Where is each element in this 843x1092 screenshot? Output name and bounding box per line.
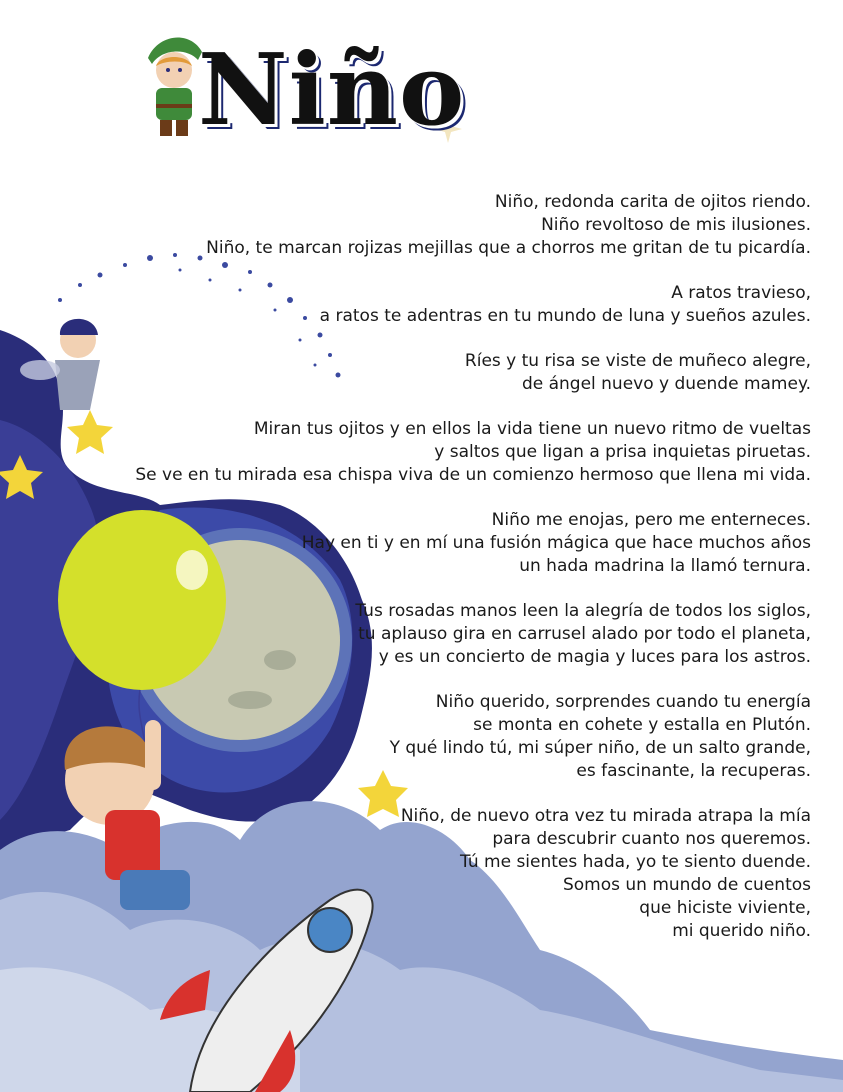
poem-line: Niño querido, sorprendes cuando tu energía [435,692,811,712]
poem-line: un hada madrina la llamó ternura. [519,556,811,576]
poem-line: de ángel nuevo y duende mamey. [521,374,811,394]
poem-stanza [111,509,811,578]
poem-line: Niño revoltoso de mis ilusiones. [541,215,811,235]
poem-line: a ratos te adentras en tu mundo de luna y sueños azules. [319,306,811,326]
poem-line: mi querido niño. [672,921,811,941]
poem-stanza [111,282,811,328]
poem-line: y es un concierto de magia y luces para los astros. [378,647,811,667]
poem-line: es fascinante, la recuperas. [576,761,811,781]
poem-line: se monta en cohete y estalla en Plutón. [473,715,811,735]
poem-stanza [111,691,811,783]
poem-line: Y qué lindo tú, mi súper niño, de un salto grande, [389,738,811,758]
poem-line: Hay en ti y en mí una fusión mágica que hace muchos años [301,533,811,553]
poem-stanza [111,600,811,669]
poem-stanza [111,191,811,260]
poem-line: Niño me enojas, pero me enterneces. [491,510,811,530]
poem-stanza [111,805,811,943]
poem-line: Niño, te marcan rojizas mejillas que a chorros me gritan de tu picardía. [206,238,811,258]
poem-stanza [111,418,811,487]
poem-line: Somos un mundo de cuentos [562,875,811,895]
poem-line: Niño, de nuevo otra vez tu mirada atrapa la mía [400,806,811,826]
poem-line: Tú me sientes hada, yo te siento duende. [460,852,811,872]
page-title: Niño [198,33,466,148]
poem-text [111,191,811,965]
poem-line: Niño, redonda carita de ojitos riendo. [494,192,811,212]
poem-line: A ratos travieso, [671,283,811,303]
title-block [138,30,468,150]
poem-line: Tus rosadas manos leen la alegría de todos los siglos, [355,601,811,621]
poem-line: Miran tus ojitos y en ellos la vida tiene un nuevo ritmo de vueltas [253,419,811,439]
poem-line: tu aplauso gira en carrusel alado por todo el planeta, [358,624,811,644]
poem-line: para descubrir cuanto nos queremos. [492,829,811,849]
poem-line: que hiciste viviente, [639,898,811,918]
poem-line: Ríes y tu risa se viste de muñeco alegre, [464,351,811,371]
poem-stanza [111,350,811,396]
poem-line: y saltos que ligan a prisa inquietas piruetas. [434,442,811,462]
poem-line: Se ve en tu mirada esa chispa viva de un comienzo hermoso que llena mi vida. [135,465,811,485]
